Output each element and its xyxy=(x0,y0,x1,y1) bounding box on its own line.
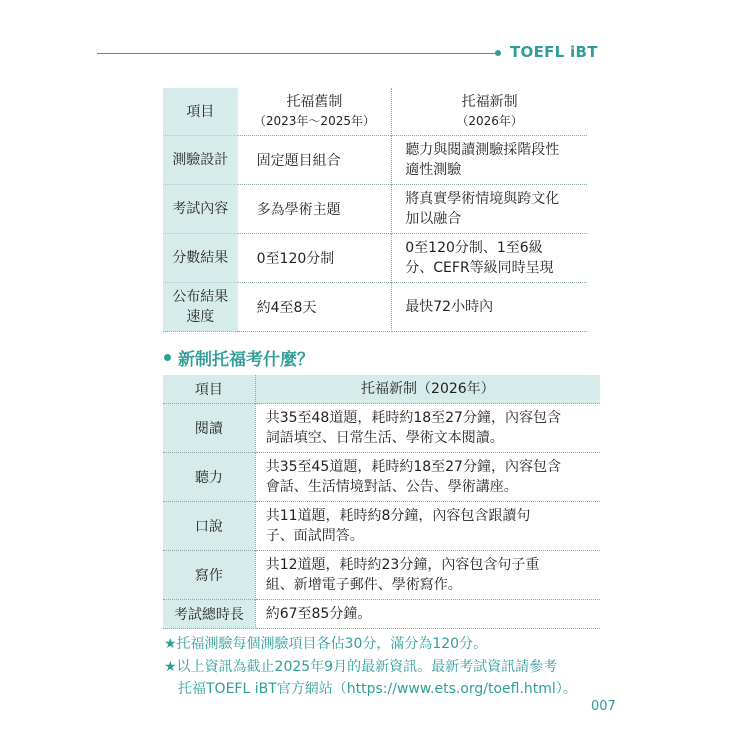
description-line: 組、新增電子郵件、學術寫作。 xyxy=(265,577,462,593)
description-line: 會話、生活情境對話、公告、學術講座。 xyxy=(265,479,518,495)
description-line: 共35至48道題，耗時約18至27分鐘，內容包含 xyxy=(265,410,561,426)
old-format-years: （2023年～2025年） xyxy=(253,113,375,128)
new-value xyxy=(392,136,587,185)
section-bullet-icon xyxy=(164,354,171,361)
total-duration-value: 約67至85分鐘。 xyxy=(255,600,600,629)
old-value: 多為學術主題 xyxy=(238,185,392,234)
old-format-title: 托福舊制 xyxy=(286,93,343,110)
page-number: 007 xyxy=(591,699,616,714)
table-row xyxy=(163,551,600,600)
old-value: 固定題目組合 xyxy=(238,136,392,185)
new-value xyxy=(392,185,587,234)
footnote-source xyxy=(164,656,577,700)
header-rule xyxy=(97,53,497,54)
new-format-table xyxy=(163,375,600,629)
table-row xyxy=(163,234,587,283)
row-label-line: 速度 xyxy=(186,309,215,325)
row-description xyxy=(255,551,600,600)
new-format-title: 托福新制 xyxy=(461,93,518,110)
table-row xyxy=(163,136,587,185)
table-row xyxy=(163,283,587,332)
row-label: 考試內容 xyxy=(163,185,238,234)
row-label: 考試總時長 xyxy=(163,600,255,629)
table-row xyxy=(163,404,600,453)
old-value: 約4至8天 xyxy=(238,283,392,332)
table-row xyxy=(163,502,600,551)
table-row xyxy=(163,185,587,234)
table-row xyxy=(163,453,600,502)
new-value-line: 適性測驗 xyxy=(405,162,462,178)
new-value-line: 聽力與閱讀測驗採階段性 xyxy=(405,142,560,158)
header-cell-new xyxy=(392,88,587,136)
row-label: 口說 xyxy=(163,502,255,551)
new-value-line: 分、CEFR等級同時呈現 xyxy=(405,260,554,276)
row-label: 測驗設計 xyxy=(163,136,238,185)
running-header-title: TOEFL iBT xyxy=(510,43,598,61)
row-description xyxy=(255,502,600,551)
row-description xyxy=(255,453,600,502)
description-line: 共35至45道題，耗時約18至27分鐘，內容包含 xyxy=(265,459,561,475)
old-value: 0至120分制 xyxy=(238,234,392,283)
row-label: 閱讀 xyxy=(163,404,255,453)
new-value-line: 0至120分制、1至6級 xyxy=(405,240,543,256)
new-value-line: 將真實學術情境與跨文化 xyxy=(405,191,560,207)
header-cell-item: 項目 xyxy=(163,88,238,136)
header-rule-dot xyxy=(495,50,501,56)
new-value-line: 加以融合 xyxy=(405,211,462,227)
row-description xyxy=(255,404,600,453)
total-duration-row xyxy=(163,600,600,629)
row-label: 分數結果 xyxy=(163,234,238,283)
header-cell-new: 托福新制（2026年） xyxy=(255,375,600,404)
description-line: 共12道題，耗時約23分鐘，內容包含句子重 xyxy=(265,557,540,573)
section-heading: 新制托福考什麼？ xyxy=(178,350,314,370)
new-value xyxy=(392,283,587,332)
header-cell-item: 項目 xyxy=(163,375,255,404)
table-header-row xyxy=(163,88,587,136)
comparison-table xyxy=(163,88,587,332)
row-label: 聽力 xyxy=(163,453,255,502)
new-format-year: （2026年） xyxy=(456,113,523,128)
footnote-line: 托福TOEFL iBT官方網站（https://www.ets.org/toefl.html）。 xyxy=(178,681,577,697)
description-line: 子、面試問答。 xyxy=(265,528,364,544)
row-label xyxy=(163,283,238,332)
footnote-line: ★以上資訊為截止2025年9月的最新資訊。最新考試資訊請參考 xyxy=(164,659,558,675)
new-value xyxy=(392,234,587,283)
footnote-scoring: ★托福測驗每個測驗項目各佔30分，滿分為120分。 xyxy=(164,636,488,652)
description-line: 詞語填空、日常生活、學術文本閱讀。 xyxy=(265,430,504,446)
header-cell-old xyxy=(238,88,392,136)
row-label-line: 公布結果 xyxy=(172,289,229,305)
row-label: 寫作 xyxy=(163,551,255,600)
description-line: 共11道題，耗時約8分鐘，內容包含跟讀句 xyxy=(265,508,531,524)
new-value-line: 最快72小時內 xyxy=(405,299,494,315)
table-header-row xyxy=(163,375,600,404)
